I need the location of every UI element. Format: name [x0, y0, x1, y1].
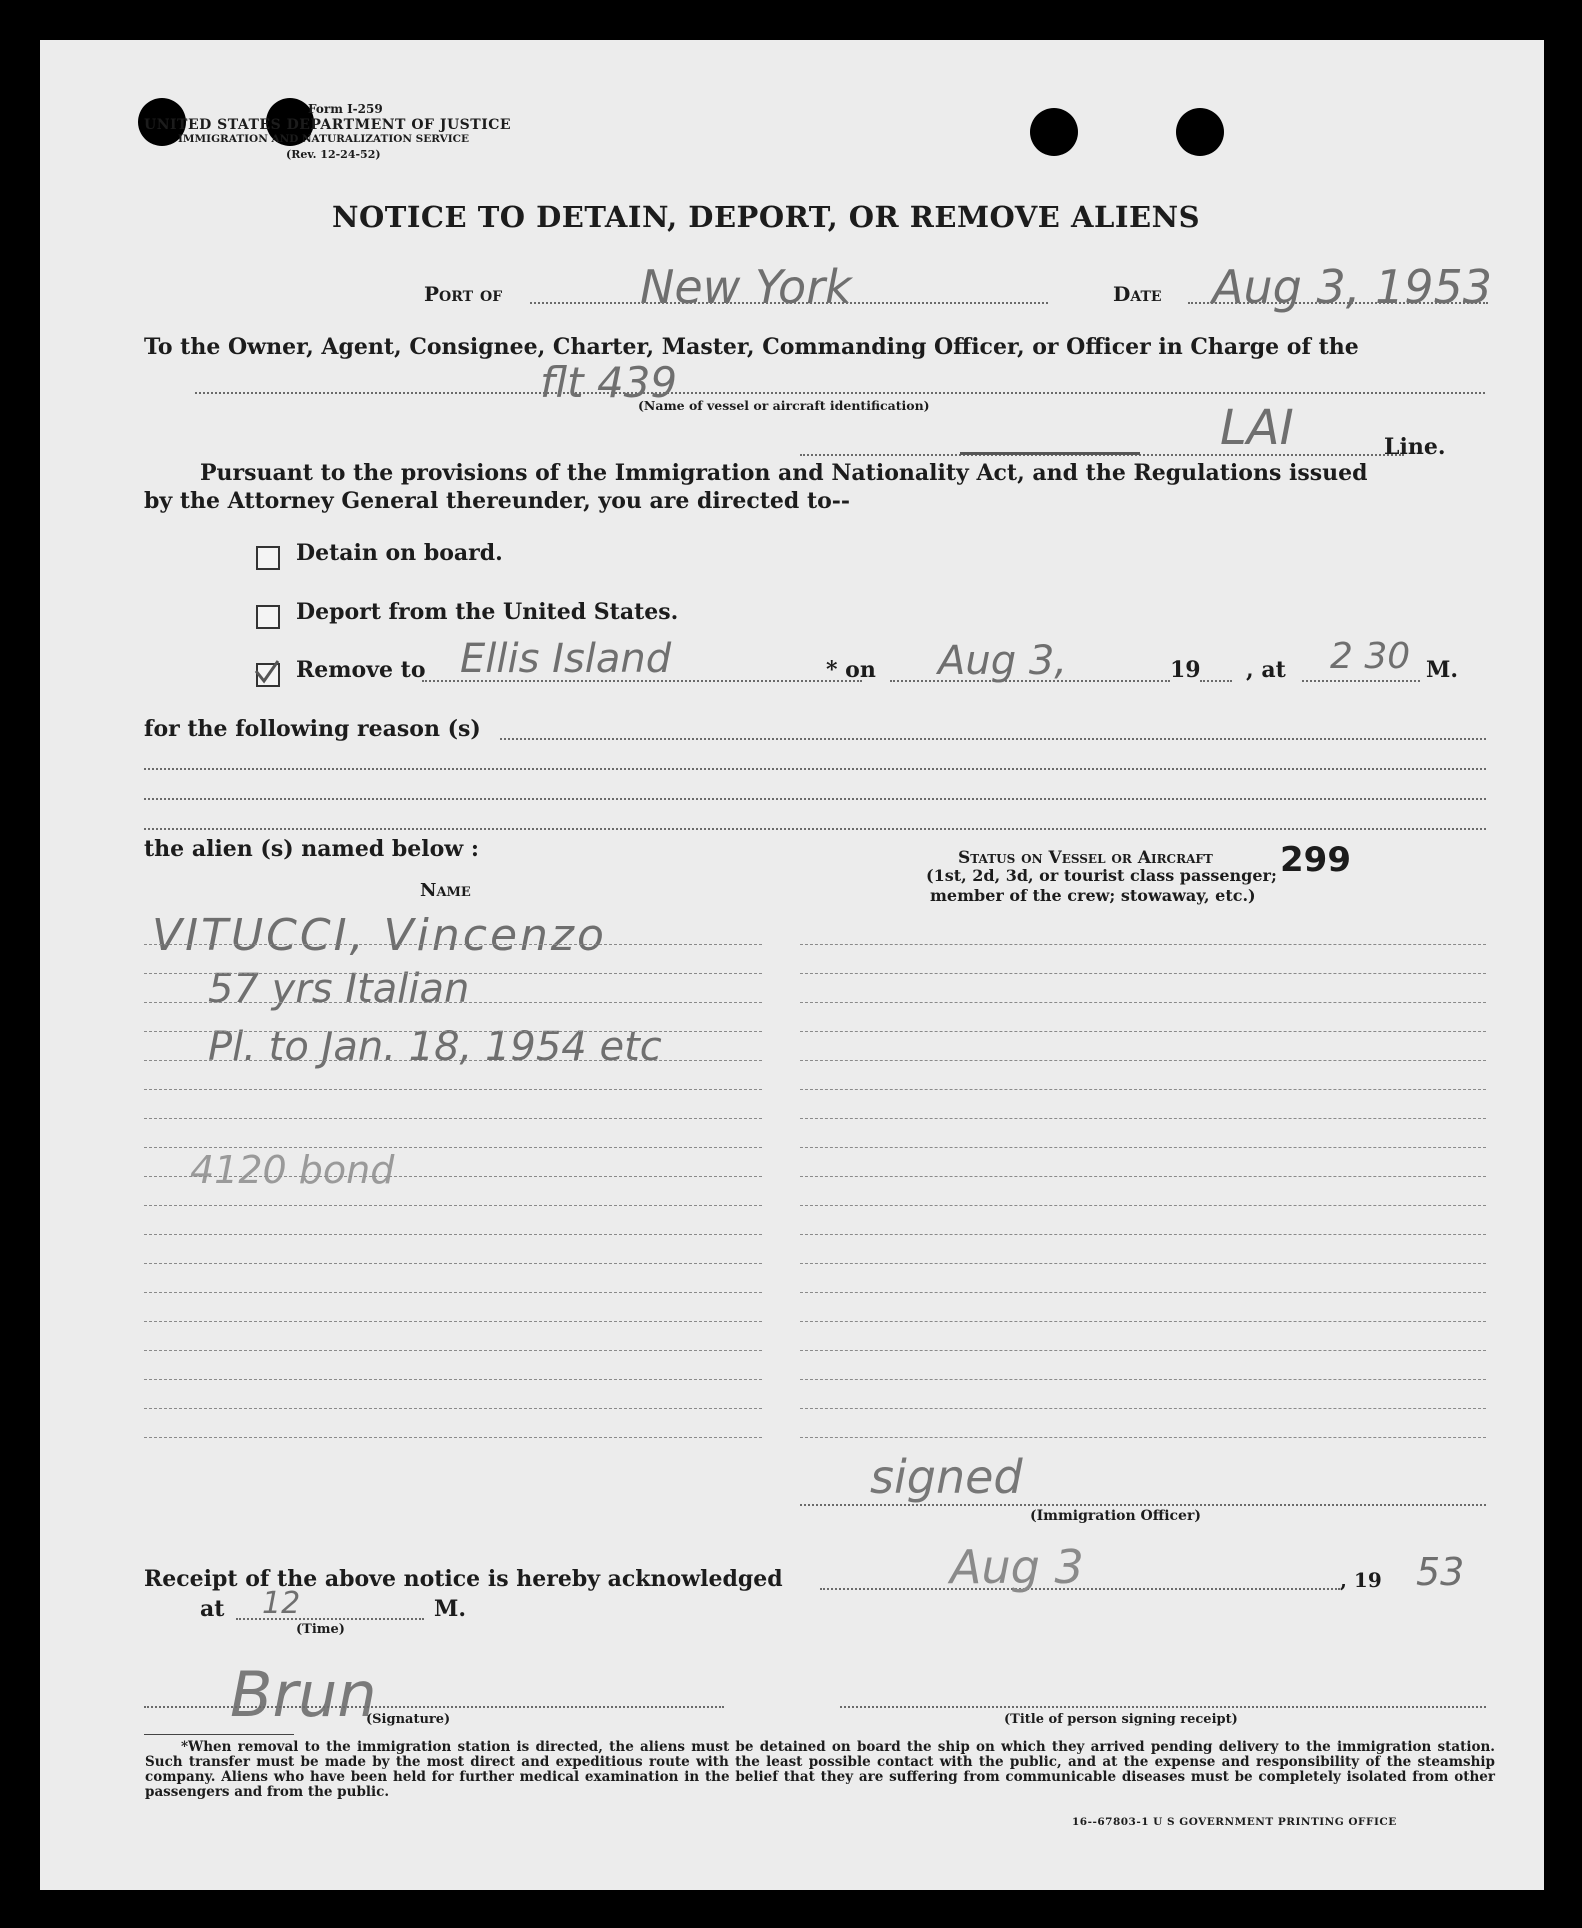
- status-number: 299: [1280, 840, 1351, 880]
- status-header: Status on Vessel or Aircraft: [958, 848, 1213, 868]
- entry-rule: [800, 944, 1486, 945]
- printer-line: 16--67803-1 U S GOVERNMENT PRINTING OFFICE: [1072, 1816, 1397, 1828]
- officer-caption: (Immigration Officer): [1030, 1508, 1201, 1524]
- vessel-value: flt 439: [540, 358, 678, 407]
- status-hint-1: (1st, 2d, 3d, or tourist class passenger;: [926, 866, 1277, 885]
- m-label: M.: [1426, 657, 1459, 683]
- signature-caption: (Signature): [366, 1712, 451, 1727]
- entry-rule: [800, 1147, 1486, 1148]
- receipt-date-value: Aug 3: [950, 1540, 1084, 1594]
- receipt-year-value: 53: [1416, 1550, 1465, 1594]
- entry-rule: [144, 1263, 762, 1264]
- entry-rule: [800, 1408, 1486, 1409]
- service-name: IMMIGRATION AND NATURALIZATION SERVICE: [178, 133, 469, 145]
- alien-entry: 57 yrs Italian: [208, 966, 470, 1012]
- time-value: 2 30: [1330, 636, 1411, 677]
- punch-hole: [1176, 108, 1224, 156]
- entry-rule: [800, 1176, 1486, 1177]
- form-revision: (Rev. 12-24-52): [286, 148, 381, 161]
- aliens-label: the alien (s) named below :: [144, 836, 479, 862]
- entry-rule: [800, 1292, 1486, 1293]
- entry-rule: [144, 1292, 762, 1293]
- on-label: * on: [826, 657, 876, 683]
- alien-entry: 4120 bond: [190, 1148, 395, 1192]
- entry-rule: [144, 1031, 762, 1032]
- entry-rule: [800, 1205, 1486, 1206]
- entry-rule: [144, 944, 762, 945]
- title-caption: (Title of person signing receipt): [1004, 1712, 1238, 1727]
- receipt-text: Receipt of the above notice is hereby acknowledged: [144, 1566, 783, 1592]
- receipt-at-label: at: [200, 1596, 225, 1622]
- deport-checkbox[interactable]: [256, 605, 280, 629]
- date-value: Aug 3, 1953: [1212, 260, 1493, 314]
- status-hint-2: member of the crew; stowaway, etc.): [930, 886, 1256, 905]
- punch-hole: [1030, 108, 1078, 156]
- entry-rule: [144, 1350, 762, 1351]
- officer-signature-line: [800, 1504, 1486, 1506]
- at-label: , at: [1246, 657, 1286, 683]
- port-value: New York: [640, 260, 852, 314]
- remove-label: Remove to: [296, 657, 426, 683]
- form-title: NOTICE TO DETAIN, DEPORT, OR REMOVE ALIENS: [332, 200, 1201, 234]
- entry-rule: [800, 1379, 1486, 1380]
- entry-rule: [144, 1002, 762, 1003]
- year-label: 19: [1170, 657, 1201, 683]
- checkmark-icon: [252, 657, 282, 687]
- directive-line-2: by the Attorney General thereunder, you are directed to--: [144, 488, 851, 514]
- receipt-m-label: M.: [434, 1596, 467, 1622]
- receipt-time-value: 12: [262, 1586, 301, 1621]
- form-number: Form I-259: [308, 102, 383, 116]
- reason-line: [144, 828, 1486, 830]
- time-caption: (Time): [296, 1622, 345, 1637]
- directive-line-1: Pursuant to the provisions of the Immigration and Nationality Act, and the Regulations issued: [200, 460, 1368, 486]
- remove-checkbox[interactable]: [256, 663, 280, 687]
- deport-label: Deport from the United States.: [296, 599, 679, 625]
- entry-rule: [800, 1002, 1486, 1003]
- entry-rule: [800, 973, 1486, 974]
- receipt-signature: Brun: [230, 1658, 377, 1731]
- entry-rule: [144, 1060, 762, 1061]
- entry-rule: [800, 1118, 1486, 1119]
- entry-rule: [144, 1437, 762, 1438]
- entry-rule: [144, 1408, 762, 1409]
- entry-rule: [144, 1321, 762, 1322]
- struck-text: [960, 424, 1140, 455]
- footnote-rule: [144, 1734, 294, 1735]
- alien-entry: Pl. to Jan. 18, 1954 etc: [208, 1024, 662, 1070]
- entry-rule: [144, 1089, 762, 1090]
- reason-line: [144, 768, 1486, 770]
- name-header: Name: [420, 880, 471, 901]
- reason-line: [144, 798, 1486, 800]
- on-date-value: Aug 3,: [938, 638, 1067, 684]
- entry-rule: [800, 1234, 1486, 1235]
- entry-rule: [144, 1176, 762, 1177]
- entry-rule: [800, 1060, 1486, 1061]
- entry-rule: [144, 973, 762, 974]
- entry-rule: [800, 1437, 1486, 1438]
- entry-rule: [144, 1118, 762, 1119]
- line-value: LAI: [1220, 400, 1294, 456]
- date-label: Date: [1113, 282, 1162, 306]
- entry-rule: [144, 1147, 762, 1148]
- entry-rule: [800, 1089, 1486, 1090]
- officer-signature: signed: [870, 1450, 1023, 1504]
- vessel-caption: (Name of vessel or aircraft identification): [638, 398, 930, 413]
- year-line: [1200, 680, 1232, 682]
- receipt-year-label: , 19: [1340, 1568, 1382, 1592]
- alien-entry: VITUCCI, Vincenzo: [152, 910, 607, 961]
- detain-label: Detain on board.: [296, 540, 503, 566]
- footnote: *When removal to the immigration station is directed, the aliens must be detained on board the ship on which they arrived pending delivery to the immigration station. Such transfer must be made by the most direct and expeditious route with the least possible contact with the public, and at the expense and responsibility of the steamship company. Aliens who have been held for further medical examination in the belief that they are suffering from communicable diseases must be completely isolated from other passengers and from the public.: [145, 1739, 1495, 1800]
- line-label: Line.: [1384, 434, 1446, 460]
- entry-rule: [144, 1379, 762, 1380]
- reasons-label: for the following reason (s): [144, 716, 481, 742]
- signature-line: [144, 1706, 724, 1708]
- detain-checkbox[interactable]: [256, 546, 280, 570]
- document-page: [40, 40, 1544, 1890]
- addressee-text: To the Owner, Agent, Consignee, Charter, Master, Commanding Officer, or Officer in Charge of the: [144, 334, 1359, 360]
- entry-rule: [144, 1205, 762, 1206]
- reason-line: [500, 738, 1486, 740]
- entry-rule: [800, 1263, 1486, 1264]
- entry-rule: [800, 1031, 1486, 1032]
- port-label: Port of: [424, 282, 503, 306]
- vessel-line: [195, 392, 1485, 394]
- entry-rule: [144, 1234, 762, 1235]
- title-line: [840, 1706, 1486, 1708]
- time-line: [1302, 680, 1420, 682]
- destination-value: Ellis Island: [460, 636, 672, 682]
- entry-rule: [800, 1321, 1486, 1322]
- entry-rule: [800, 1350, 1486, 1351]
- agency-name: UNITED STATES DEPARTMENT OF JUSTICE: [144, 117, 512, 133]
